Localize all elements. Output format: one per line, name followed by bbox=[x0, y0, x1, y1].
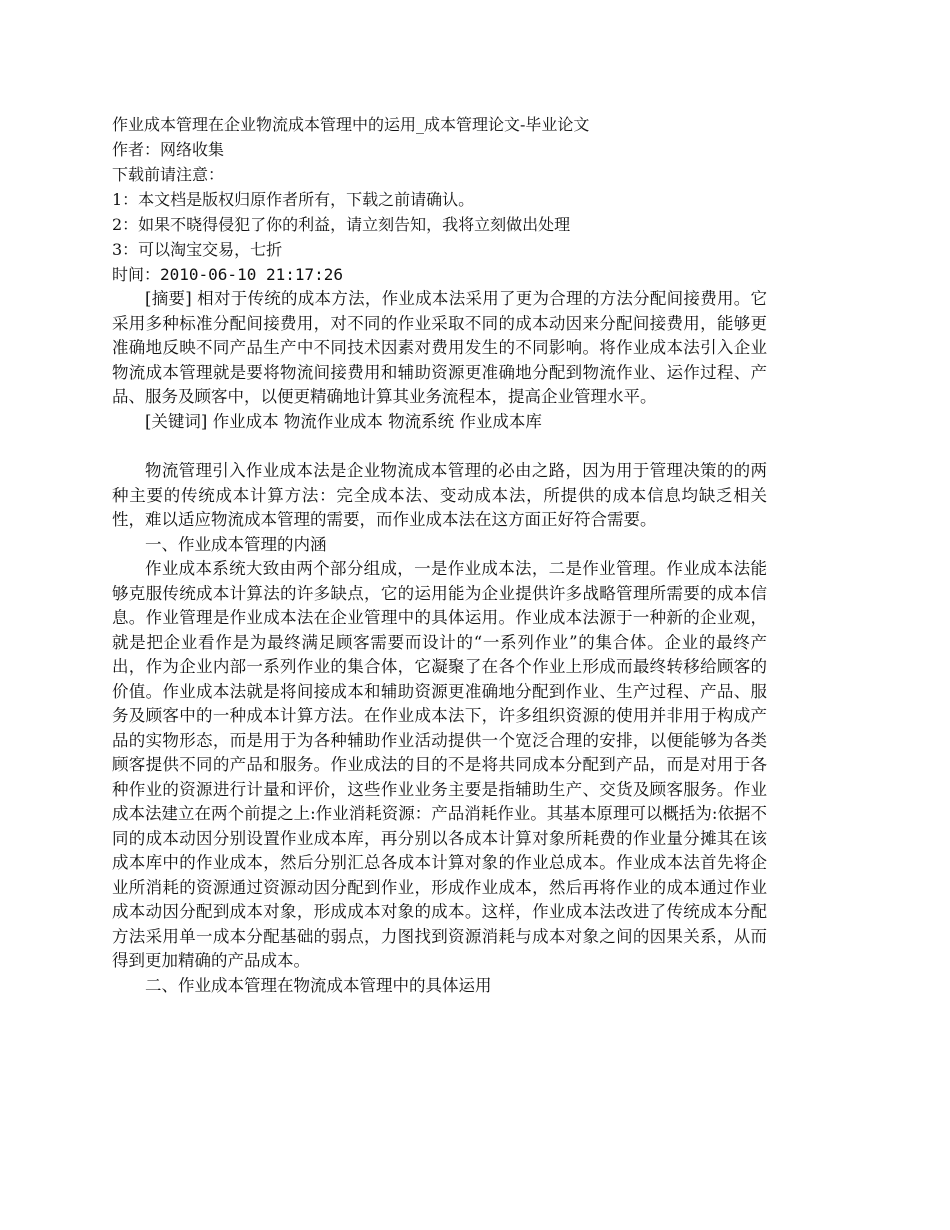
notice-heading: 下载前请注意： bbox=[112, 165, 225, 184]
abstract-paragraph: [摘要] 相对于传统的成本方法，作业成本法采用了更为合理的方法分配间接费用。它采用多种标准分配间接费用，对不同的作业采取不同的成本动因来分配间接费用，能够更准确地反映不同产品生产中不同技术因素对费用发生的不同影响。将作业成本法引入企业物流成本管理就是要将物流间接费用和辅助资源更准确地分配到物流作业、运作过程、产品、服务及顾客中，以便更精确地计算其业务流程本，提高企业管理水平。 bbox=[112, 289, 767, 406]
document-page bbox=[112, 112, 767, 998]
section-heading: 二、作业成本管理在物流成本管理中的具体运用 bbox=[145, 975, 492, 995]
section-heading: 一、作业成本管理的内涵 bbox=[145, 534, 327, 554]
notice-item: 1：本文档是版权归原作者所有，下载之前请确认。 bbox=[112, 190, 475, 209]
keywords-line: [关键词] 作业成本 物流作业成本 物流系统 作业成本库 bbox=[145, 411, 542, 431]
document-title: 作业成本管理在企业物流成本管理中的运用_成本管理论文-毕业论文 bbox=[112, 115, 590, 134]
timestamp-line: 时间：2010-06-10 21:17:26 bbox=[112, 265, 344, 284]
section-paragraph: 作业成本系统大致由两个部分组成，一是作业成本法，二是作业管理。作业成本法能够克服传统成本计算法的许多缺点，它的运用能为企业提供许多战略管理所需要的成本信息。作业管理是作业成本法在企业管理中的具体运用。作业成本法源于一种新的企业观，就是把企业看作是为最终满足顾客需要而设计的“一系列作业”的集合体。企业的最终产出，作为企业内部一系列作业的集合体，它凝聚了在各个作业上形成而最终转移给顾客的价值。作业成本法就是将间接成本和辅助资源更准确地分配到作业、生产过程、产品、服务及顾客中的一种成本计算方法。在作业成本法下，许多组织资源的使用并非用于构成产品的实物形态，而是用于为各种辅助作业活动提供一个宽泛合理的安排，以便能够为各类顾客提供不同的产品和服务。作业成法的目的不是将共同成本分配到产品，而是对用于各种作业的资源进行计量和评价，这些作业业务主要是指辅助生产、交货及顾客服务。作业成本法建立在两个前提之上:作业消耗资源：产品消耗作业。其基本原理可以概括为:依据不同的成本动因分别设置作业成本库，再分别以各成本计算对象所耗费的作业量分摊其在该成本库中的作业成本，然后分别汇总各成本计算对象的作业总成本。作业成本法首先将企业所消耗的资源通过资源动因分配到作业，形成作业成本，然后再将作业的成本通过作业成本动因分配到成本对象，形成成本对象的成本。这样，作业成本法改进了传统成本分配方法采用单一成本分配基础的弱点，力图找到资源消耗与成本对象之间的因果关系，从而得到更加精确的产品成本。 bbox=[112, 559, 767, 970]
notice-item: 3：可以淘宝交易，七折 bbox=[112, 240, 283, 259]
notice-item: 2：如果不晓得侵犯了你的利益，请立刻告知，我将立刻做出处理 bbox=[112, 215, 571, 234]
blank-line bbox=[112, 434, 767, 459]
intro-paragraph: 物流管理引入作业成本法是企业物流成本管理的必由之路，因为用于管理决策的的两种主要的传统成本计算方法：完全成本法、变动成本法，所提供的成本信息均缺乏相关性，难以适应物流成本管理的需要，而作业成本法在这方面正好符合需要。 bbox=[112, 461, 767, 529]
author-line: 作者：网络收集 bbox=[112, 140, 225, 159]
